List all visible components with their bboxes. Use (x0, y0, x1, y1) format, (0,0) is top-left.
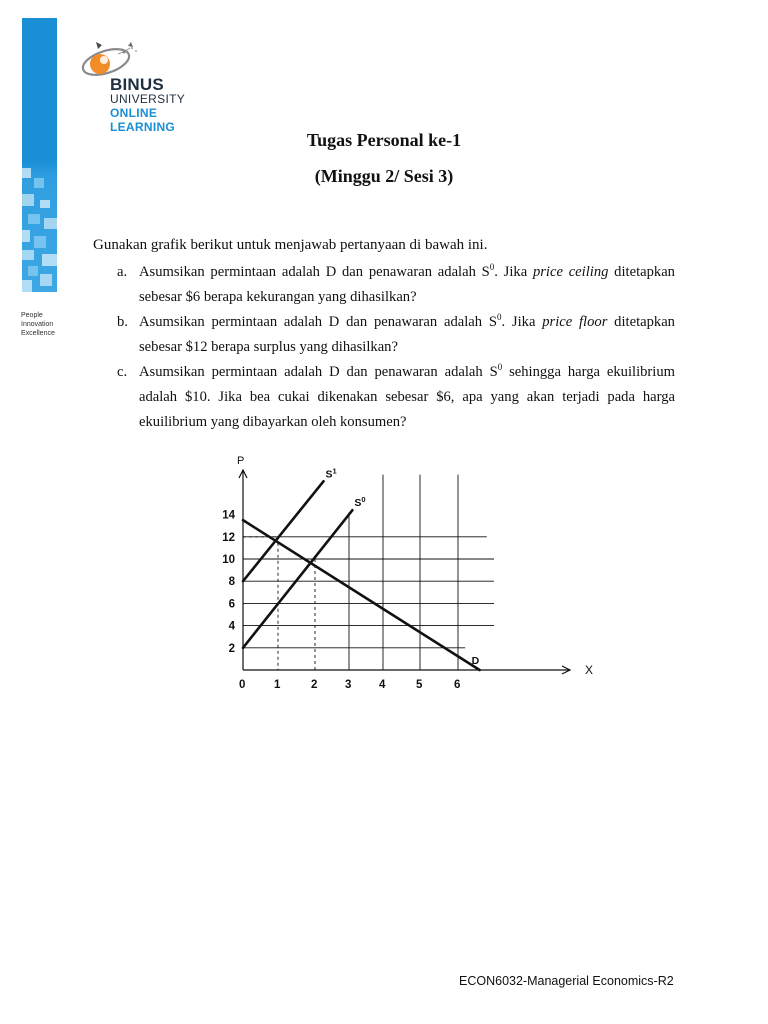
tagline-line-2: Innovation (21, 321, 54, 328)
logo-binus: BINUS (110, 75, 164, 94)
superscript: 0 (497, 362, 503, 372)
superscript: 0 (489, 262, 495, 272)
series-label: $S^0$ (354, 495, 366, 510)
question-c (117, 360, 675, 435)
series-line (243, 481, 324, 581)
chart-svg (215, 448, 605, 698)
footer-course-code: ECON6032-Managerial Economics-R2 (459, 974, 674, 988)
question-label: b. (117, 314, 128, 330)
x-tick-label: 0 (239, 679, 246, 691)
superscript: 0 (496, 312, 502, 322)
y-tick-label: 12 (222, 531, 235, 544)
logo-university: UNIVERSITY (110, 92, 186, 106)
logo-online: ONLINE (110, 106, 158, 120)
x-tick-label: 3 (345, 679, 352, 691)
y-tick-label: 6 (228, 598, 235, 611)
tagline (21, 311, 81, 338)
tagline-line-3: Excellence (21, 330, 55, 337)
x-axis-label: X (585, 663, 594, 677)
intro-text: Gunakan grafik berikut untuk menjawab pertanyaan di bawah ini. (93, 237, 488, 253)
series-label: $S^1$ (325, 466, 337, 481)
series-label: D (471, 655, 480, 667)
x-tick-label: 4 (379, 679, 386, 691)
term-emphasis: price floor (542, 314, 608, 330)
y-tick-label: 4 (228, 620, 235, 633)
question-text: Asumsikan permintaan adalah D dan penawaran adalah $S^0$ sehingga harga ekuilibrium adalah $10. Jika bea cukai dikenakan sebesar $6, apa yang akan terjadi pada harga ekuilibrium yang dibayarkan oleh konsumen? (139, 362, 675, 430)
question-text: Asumsikan permintaan adalah D dan penawaran adalah $S^0$. Jika price floor ditetapkan sebesar $12 berapa surplus yang dihasilkan? (139, 312, 675, 355)
page-subtitle: (Minggu 2/ Sesi 3) (314, 166, 454, 186)
x-tick-label: 2 (311, 679, 318, 691)
question-label: c. (117, 364, 128, 380)
y-tick-label: 2 (228, 642, 235, 655)
x-tick-label: 1 (274, 679, 281, 691)
series-label-sup: 1 (332, 466, 337, 476)
series-label-sup: 0 (361, 495, 366, 505)
y-tick-label: 8 (228, 576, 235, 589)
x-tick-label: 5 (416, 679, 423, 691)
question-b (117, 310, 675, 360)
question-label: a. (117, 264, 128, 280)
binus-logo-text (110, 75, 220, 134)
y-tick-label: 14 (222, 509, 235, 522)
x-tick-label: 6 (454, 679, 461, 691)
supply-demand-graph (215, 448, 605, 698)
y-tick-label: 10 (222, 554, 235, 566)
term-emphasis: price ceiling (532, 264, 609, 280)
page-title: Tugas Personal ke-1 (306, 130, 462, 150)
question-text: Asumsikan permintaan adalah D dan penawaran adalah $S^0$. Jika price ceiling ditetapkan sebesar $6 berapa kekurangan yang dihasilkan? (139, 262, 675, 305)
side-banner (22, 18, 57, 292)
question-a (117, 260, 675, 310)
logo-learning: LEARNING (110, 120, 176, 134)
y-axis-label: P (237, 455, 245, 467)
tagline-line-1: People (21, 312, 43, 319)
